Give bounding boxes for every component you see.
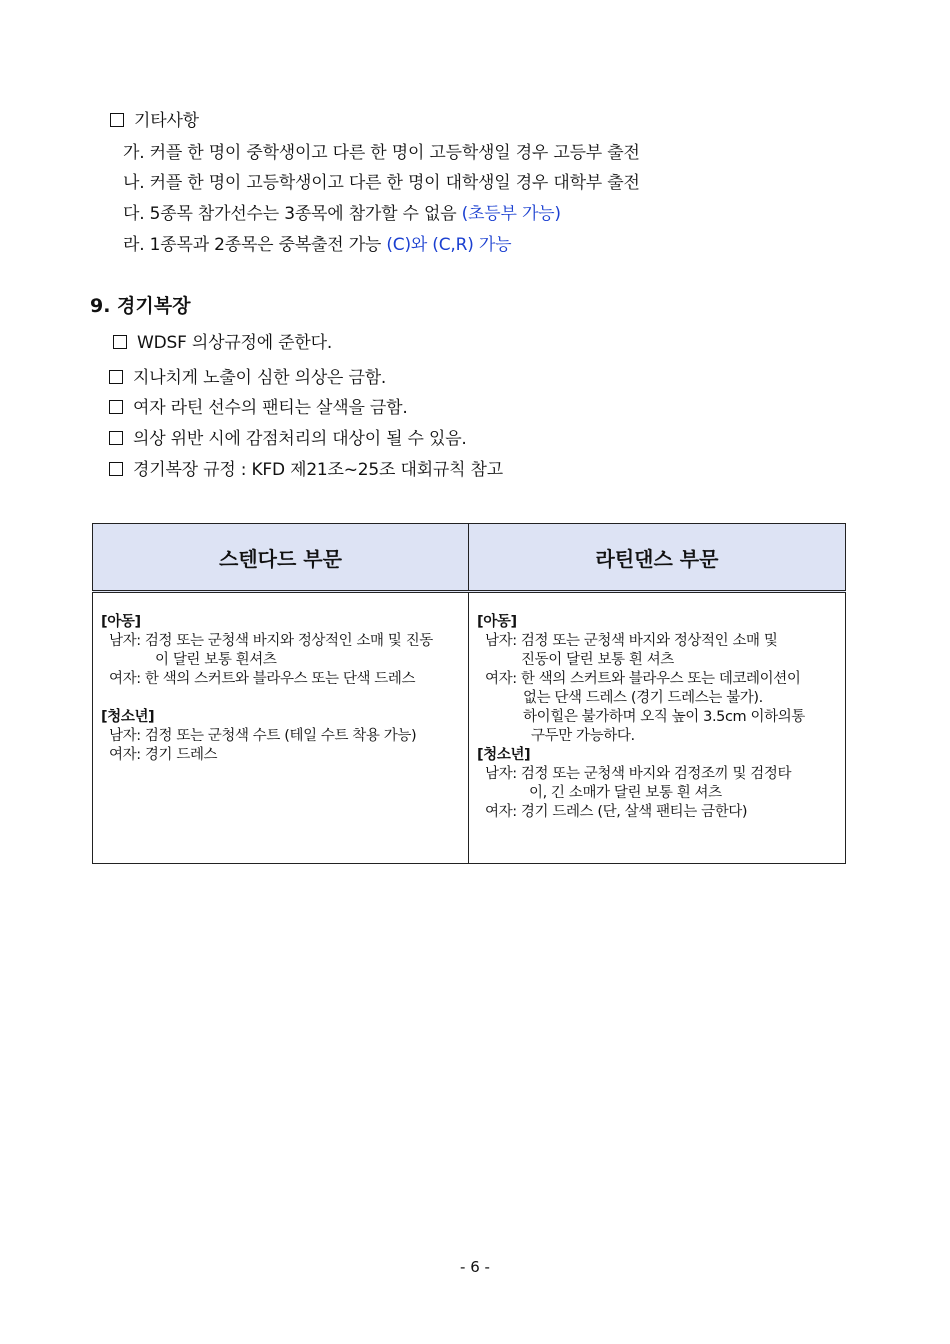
standard-youth-male: 남자: 검정 또는 군청색 수트 (테일 수트 착용 가능)	[109, 728, 417, 744]
section-9-title: 9. 경기복장	[90, 295, 191, 317]
checkbox-square-icon	[109, 400, 123, 414]
latin-child-male: 남자: 검정 또는 군청색 바지와 정상적인 소매 및	[485, 633, 778, 649]
checkbox-square-icon	[110, 113, 124, 127]
page-number: - 6 -	[460, 1258, 490, 1276]
header-standard: 스텐다드 부문	[93, 524, 469, 592]
standard-child-label: [아동]	[101, 614, 141, 630]
latin-youth-label: [청소년]	[477, 747, 531, 763]
dress-rule-item: 지나치게 노출이 심한 의상은 금함.	[109, 367, 386, 389]
dress-rule-item: 경기복장 규정 : KFD 제21조~25조 대회규칙 참고	[109, 459, 503, 481]
latin-cell	[469, 592, 846, 864]
standard-child-male: 남자: 검정 또는 군청색 바지와 정상적인 소매 및 진동	[109, 633, 433, 649]
checkbox-square-icon	[113, 335, 127, 349]
header-latin: 라틴댄스 부문	[469, 524, 846, 592]
dress-rule-item: WDSF 의상규정에 준한다.	[113, 332, 332, 354]
dress-code-table	[92, 523, 846, 864]
latin-child-female-cont: 하이힐은 불가하며 오직 높이 3.5cm 이하의통	[523, 709, 805, 725]
checkbox-square-icon	[109, 431, 123, 445]
etc-heading: 기타사항	[110, 110, 199, 132]
checkbox-square-icon	[109, 370, 123, 384]
latin-child-male-cont: 진동이 달린 보통 흰 셔츠	[521, 652, 674, 668]
dress-rule-item: 의상 위반 시에 감점처리의 대상이 될 수 있음.	[109, 428, 467, 450]
standard-child-male-cont: 이 달린 보통 흰셔츠	[155, 652, 277, 668]
standard-child-female: 여자: 한 색의 스커트와 블라우스 또는 단색 드레스	[109, 671, 416, 687]
dress-rule-item: 여자 라틴 선수의 팬티는 살색을 금함.	[109, 397, 408, 419]
latin-youth-female: 여자: 경기 드레스 (단, 살색 팬티는 금한다)	[485, 804, 748, 820]
etc-item: 다. 5종목 참가선수는 3종목에 참가할 수 없음 (초등부 가능)	[123, 204, 561, 224]
standard-youth-label: [청소년]	[101, 709, 155, 725]
latin-youth-male: 남자: 검정 또는 군청색 바지와 검정조끼 및 검정타	[485, 766, 792, 782]
standard-youth-female: 여자: 경기 드레스	[109, 747, 218, 763]
latin-child-female-cont: 없는 단색 드레스 (경기 드레스는 불가).	[523, 690, 763, 706]
latin-youth-male-cont: 이, 긴 소매가 달린 보통 흰 셔츠	[529, 785, 722, 801]
checkbox-square-icon	[109, 462, 123, 476]
etc-item: 나. 커플 한 명이 고등학생이고 다른 한 명이 대학생일 경우 대학부 출전	[123, 173, 640, 193]
latin-child-label: [아동]	[477, 614, 517, 630]
latin-child-female: 여자: 한 색의 스커트와 블라우스 또는 데코레이션이	[485, 671, 801, 687]
latin-child-female-cont: 구두만 가능하다.	[531, 728, 635, 744]
etc-item: 라. 1종목과 2종목은 중복출전 가능 (C)와 (C,R) 가능	[123, 235, 512, 255]
standard-cell	[93, 592, 469, 864]
etc-item: 가. 커플 한 명이 중학생이고 다른 한 명이 고등학생일 경우 고등부 출전	[123, 143, 640, 163]
